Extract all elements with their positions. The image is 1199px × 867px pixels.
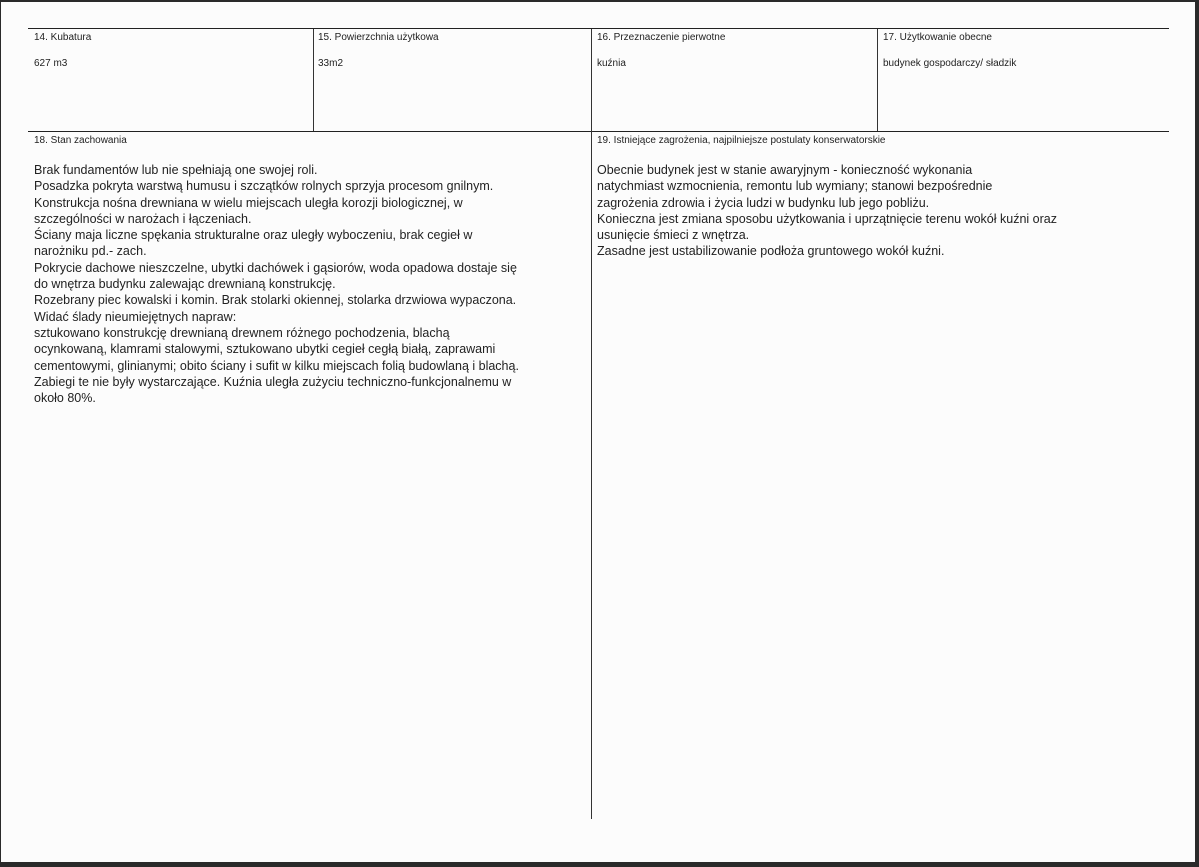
zagrozenia-line: Obecnie budynek jest w stanie awaryjnym - konieczność wykonania	[597, 163, 973, 177]
kubatura-value: 627 m3	[34, 58, 68, 69]
przeznaczenie-value: kuźnia	[597, 58, 626, 69]
stan-line: narożniku pd.- zach.	[34, 244, 147, 259]
stan-zachowania-label: 18. Stan zachowania	[34, 135, 127, 146]
stan-line: ocynkowaną, klamrami stalowymi, sztukowano ubytki cegieł cegłą białą, zaprawami	[34, 342, 496, 357]
zagrozenia-line: usunięcie śmieci z wnętrza.	[597, 228, 750, 243]
przeznaczenie-label: 16. Przeznaczenie pierwotne	[597, 32, 726, 43]
stan-zachowania-text	[34, 162, 589, 406]
zagrozenia-line: zagrożenia zdrowia i życia ludzi w budynku lub jego pobliżu.	[597, 195, 930, 210]
stan-line: Rozebrany piec kowalski i komin. Brak stolarki okiennej, stolarka drzwiowa wypaczona.	[34, 293, 517, 308]
divider-14-15	[313, 29, 314, 131]
stan-line: Widać ślady nieumiejętnych napraw:	[34, 309, 237, 324]
stan-line: Ściany maja liczne spękania strukturalne oraz uległy wyboczeniu, brak cegieł w	[34, 228, 473, 243]
zagrozenia-text	[597, 162, 1167, 260]
stan-line: cementowymi, glinianymi; obito ściany i sufit w kilku miejscach folią budowlaną i blachą.	[34, 358, 519, 373]
powierzchnia-label: 15. Powierzchnia użytkowa	[318, 32, 439, 43]
uzytkowanie-value: budynek gospodarczy/ sładzik	[883, 58, 1017, 69]
form-sheet	[1, 2, 1195, 862]
middle-rule	[28, 131, 1169, 132]
stan-line: do wnętrza budynku zalewając drewnianą konstrukcję.	[34, 277, 336, 292]
zagrozenia-label: 19. Istniejące zagrożenia, najpilniejsze postulaty konserwatorskie	[597, 135, 886, 146]
uzytkowanie-label: 17. Użytkowanie obecne	[883, 32, 992, 43]
stan-line: szczególności w narożach i łączeniach.	[34, 211, 252, 226]
top-rule	[28, 28, 1169, 29]
stan-line: Brak fundamentów lub nie spełniają one swojej roli.	[34, 163, 318, 177]
stan-line: Konstrukcja nośna drewniana w wielu miejscach uległa korozji biologicznej, w	[34, 195, 463, 210]
divider-16-17	[877, 29, 878, 131]
stan-line: Posadzka pokryta warstwą humusu i szczątków rolnych sprzyja procesom gnilnym.	[34, 179, 494, 194]
stan-line: sztukowano konstrukcję drewnianą drewnem różnego pochodzenia, blachą	[34, 325, 450, 340]
kubatura-label: 14. Kubatura	[34, 32, 92, 43]
stan-line: około 80%.	[34, 391, 96, 406]
stan-line: Pokrycie dachowe nieszczelne, ubytki dachówek i gąsiorów, woda opadowa dostaje się	[34, 260, 517, 275]
zagrozenia-line: Zasadne jest ustabilizowanie podłoża gruntowego wokół kuźni.	[597, 244, 945, 259]
powierzchnia-value: 33m2	[318, 58, 344, 69]
zagrozenia-line: Konieczna jest zmiana sposobu użytkowania i uprzątnięcie terenu wokół kuźni oraz	[597, 211, 1057, 226]
zagrozenia-line: natychmiast wzmocnienia, remontu lub wymiany; stanowi bezpośrednie	[597, 179, 993, 194]
divider-main-column	[591, 29, 592, 819]
stan-line: Zabiegi te nie były wystarczające. Kuźnia uległa zużyciu techniczno-funkcjonalnemu w	[34, 374, 512, 389]
